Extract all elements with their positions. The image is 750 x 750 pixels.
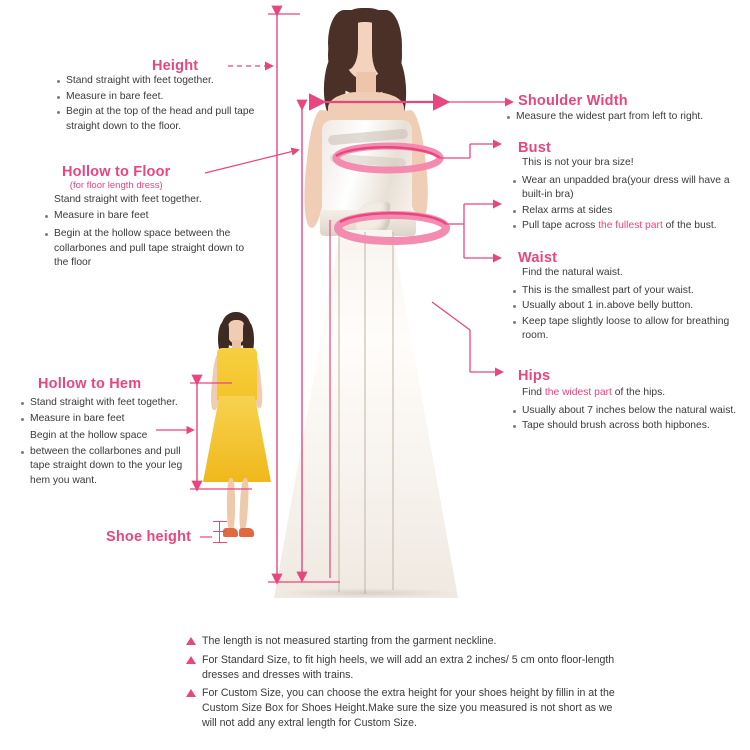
hollow-to-floor-bullets <box>44 193 256 272</box>
bust-emphasis: the fullest part <box>598 220 663 232</box>
footer-note <box>186 653 626 683</box>
mini-leg-left <box>227 478 235 532</box>
skirt-fold <box>392 232 394 590</box>
warning-triangle-icon <box>186 637 196 645</box>
hollow-to-hem-bullets <box>20 396 198 490</box>
hollow-to-floor-subtitle: (for floor length dress) <box>69 180 163 191</box>
bust-title: Bust <box>518 140 552 156</box>
height-bullets <box>56 74 268 135</box>
bride-shadow <box>278 588 454 598</box>
waist-bullets <box>512 266 740 345</box>
footer-note-text: For Standard Size, to fit high heels, we will add an extra 2 inches/ 5 cm onto floor-length dresses and dresses with trains. <box>202 653 615 681</box>
waist-title: Waist <box>518 250 558 266</box>
warning-triangle-icon <box>186 656 196 664</box>
height-bullet: Stand straight with feet together. <box>56 74 268 89</box>
hollow-to-floor-bullet: Begin at the hollow space between the collarbones and pull tape straight down to the floor <box>44 227 256 271</box>
short-dress-model-photo <box>195 310 281 550</box>
hips-bullets <box>512 386 738 435</box>
hollow-to-floor-bullet: Measure in bare feet <box>44 209 256 224</box>
shoulder-width-title: Shoulder Width <box>518 93 628 109</box>
warning-triangle-icon <box>186 689 196 697</box>
mini-leg-right <box>239 478 250 532</box>
bust-bullet: Relax arms at sides <box>512 204 744 219</box>
shoe-height-ruler <box>213 521 227 543</box>
footer-note-text: For Custom Size, you can choose the extra height for your shoes height by fillin in at the Custom Size Box for Shoes Height.Make sure the size you measured is not short as we will not add any extral length for Custom Size. <box>202 687 615 729</box>
hollow-to-hem-bullet: Measure in bare feet <box>20 412 198 427</box>
shoe-height-title: Shoe height <box>106 529 192 545</box>
waist-bullet: Usually about 1 in.above belly button. <box>512 299 740 314</box>
height-bullet: Begin at the top of the head and pull tape straight down to the floor. <box>56 105 268 134</box>
skirt-fold <box>364 232 366 594</box>
shoulder-width-bullet: Measure the widest part from left to right. <box>506 110 744 125</box>
hips-lead: Find the widest part of the hips. <box>522 387 666 398</box>
height-title: Height <box>152 58 199 74</box>
bride-model-photo <box>268 0 464 600</box>
mini-shoe-right <box>239 528 254 537</box>
bust-lead: This is not your bra size! <box>522 157 634 168</box>
hips-bullet: Usually about 7 inches below the natural waist. <box>512 404 738 419</box>
footer-note <box>186 634 626 649</box>
hollow-to-floor-bullet: Stand straight with feet together. <box>54 194 202 205</box>
shoulder-width-bullets <box>506 110 744 126</box>
footer-note <box>186 686 626 730</box>
bust-bullet: Wear an unpadded bra(your dress will have a built-in bra) <box>512 174 744 203</box>
height-bullet: Measure in bare feet. <box>56 90 268 105</box>
footer-notes <box>186 634 626 735</box>
footer-note-text: The length is not measured starting from the garment neckline. <box>202 635 497 647</box>
hollow-to-floor-title: Hollow to Floor (for floor length dress) <box>62 164 171 191</box>
skirt-fold <box>338 232 340 592</box>
hips-emphasis: the widest part <box>544 387 612 398</box>
hips-title: Hips <box>518 368 551 384</box>
waist-bullet: Keep tape slightly loose to allow for breathing room. <box>512 315 740 344</box>
mini-dress-bodice <box>217 348 257 400</box>
bust-bullets <box>512 156 744 235</box>
hips-bullet: Tape should brush across both hipbones. <box>512 419 738 434</box>
hollow-to-hem-bullet: Begin at the hollow space <box>30 430 148 442</box>
bride-skirt <box>274 230 458 598</box>
waist-lead: Find the natural waist. <box>522 267 623 278</box>
waist-bullet: This is the smallest part of your waist. <box>512 284 740 299</box>
hollow-to-hem-bullet: Stand straight with feet together. <box>20 396 198 411</box>
hollow-to-hem-title: Hollow to Hem <box>38 376 142 392</box>
bust-bullet-emphasis: Pull tape across the fullest part of the bust. <box>512 219 744 234</box>
hollow-to-hem-bullet: between the collarbones and pull tape straight down to the your leg hem you want. <box>20 445 198 489</box>
